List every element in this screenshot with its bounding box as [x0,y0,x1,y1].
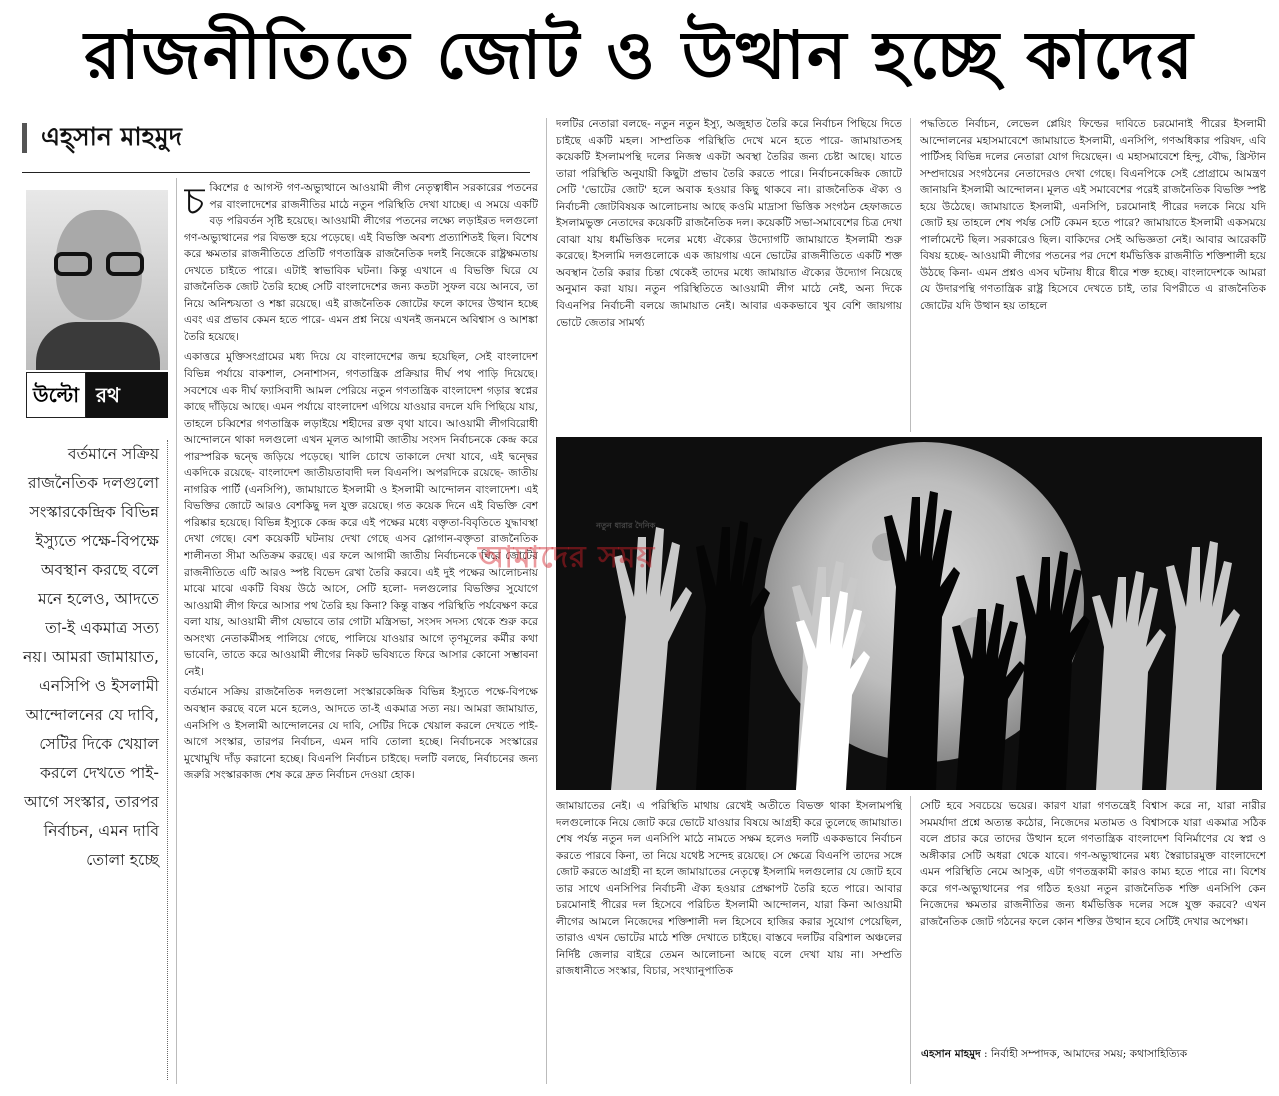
column-tag-part2: রথ [86,372,168,418]
watermark-logo: নতুন ধারার দৈনিক আমাদের সময় [478,521,656,575]
column-tag-part1: উল্টো [26,372,86,418]
paragraph: একাত্তরে মুক্তিসংগ্রামের মধ্য দিয়ে যে বাংলাদেশের জন্ম হয়েছিল, সেই বাংলাদেশ বিভিন্ন পর্যায়ে বাকশাল, সেনাশাসন, গণতান্ত্রিক প্রক্রিয়ার দীর্ঘ পথ পাড়ি দিয়েছে। সবশেষে এক দীর্ঘ ফ্যাসিবাদী আমল পেরিয়ে নতুন গণতান্ত্রিক বাংলাদেশ গড়ার স্বপ্নের কাছে দাঁড়িয়ে আছে। এমন পর্যায়ে বাংলাদেশ এগিয়ে যাওয়ার বদলে যদি পিছিয়ে যায়, তাহলে চব্বিশের গণতান্ত্রিক লড়াইয়ে শহীদের রক্ত বৃথা যাবে। আওয়ামী লীগবিরোধী আন্দোলনে থাকা দলগুলো এখন মূলত আগামী জাতীয় সংসদ নির্বাচনকে কেন্দ্র করে পারস্পরিক দ্বন্দ্বে জড়িয়ে পড়েছে। খালি চোখে তাকালে দেখা যাবে, এই দ্বন্দ্বের একদিকে রয়েছে- বাংলাদেশ জাতীয়তাবাদী দল বিএনপি। অপরদিকে রয়েছে- জাতীয় নাগরিক পার্টি (এনসিপি), জামায়াতে ইসলামী ও ইসলামী আন্দোলন বাংলাদেশ। এই বিভক্তির জোটে আরও বেশকিছু দল যুক্ত রয়েছে। গত কয়েক দিনে এই বিভক্তি বেশ পরিষ্কার হয়েছে। বিভিন্ন ইস্যুকে কেন্দ্র করে এই পক্ষের মধ্যে বক্তৃতা-বিবৃতিতে যুদ্ধাবস্থা দেখা গেছে। বেশ কয়েকটি ঘটনায় দেখা গেছে এসব স্লোগান-বক্তৃতা রাজনৈতিক শালীনতা সীমা অতিক্রম করছে। এর ফলে আগামী জাতীয় নির্বাচনকে ঘিরে জোটের রাজনীতিতে এটি আরও স্পষ্ট বিভেদ রেখা তৈরি করবে। এই দুই পক্ষের আলোচনায় মাঝে মাঝে একটি বিষয় উঠে আসে, সেটি হলো- দলগুলোর বিভক্তির সুযোগে আওয়ামী লীগ ফিরে আসার পথ তৈরি হয় কিনা? কিন্তু বাস্তব পরিস্থিতি পর্যবেক্ষণ করে বলা যায়, আওয়ামী লীগ যেভাবে তার গোটা মন্ত্রিসভা, সংসদ সদস্য থেকে শুরু করে অসংখ্য নেতাকর্মীসহ পালিয়ে গেছে, পালিয়ে যাওয়ার আগে তৃণমূলের কর্মীর কথা ভাবেনি, তাতে করে আওয়ামী লীগের নিকট ভবিষ্যতে ফিরে আসার কোনো সম্ভাবনা নেই। [184,351,538,678]
hands-moon-illustration [556,437,1262,790]
divider [22,172,530,173]
article-column-2-top: দলটির নেতারা বলছে- নতুন নতুন ইস্যু, অজুহাত তৈরি করে নির্বাচন পিছিয়ে দিতে চাইছে একটি মহল। সাম্প্রতিক পরিস্থিতি দেখে মনে হতে পারে- জামায়াতসহ কয়েকটি ইসলামপন্থি দলের নিজস্ব একটা অবস্থা তৈরির জন্য চেষ্টা আছে। যাতে তারা পরিস্থিতি অনুযায়ী কিছুটা প্রভাব তৈরি করতে পারে। নির্বাচনকেন্দ্রিক জোটে সেটি 'ভোটের জোট' হলে অবাক হওয়ার কিছু থাকবে না। রাজনৈতিক ঐক্য ও নির্বাচনী জোটবিষয়ক আলোচনায় আছে কওমি মাদ্রাসা ভিত্তিক সংগঠন হেফাজতে ইসলামভুক্ত নেতাদের কয়েকটি রাজনৈতিক দল। কয়েকটি সভা-সমাবেশের চিত্র দেখা বোঝা যায় ধর্মভিত্তিক দলের মধ্যে ঐক্যের উদ্যোগটি জামায়াতে ইসলামী শুরু করেছে। ইসলামি দলগুলোকে এক জায়গায় এনে ভোটের রাজনীতিতে একটি শক্ত অবস্থান তৈরি করার চিন্তা থেকেই তাদের মধ্যে জামায়াত ঐক্যের উদ্যোগ নিয়েছে অনুমান করা যায়। নতুন পরিস্থিতিতে আওয়ামী লীগ মাঠে নেই, অন্য দিকে বিএনপির নির্বাচনী বলয়ে জামায়াত নেই। আবার এককভাবে খুব বেশি জায়গায় ভোটে জেতার সামর্থ্য [556,118,902,329]
headline: রাজনীতিতে জোট ও উত্থান হচ্ছে কাদের [84,17,1195,94]
author-byline [22,118,182,158]
column-tag [26,372,168,418]
drop-cap: চ [184,180,205,223]
column-divider [546,118,547,1084]
article-column-3-top: পদ্ধতিতে নির্বাচন, লেভেল প্লেয়িং ফিল্ডের দাবিতে চরমোনাই পীরের ইসলামী আন্দোলনের মহাসমাবেশে জামায়াতে ইসলামী, এনসিপি, গণঅধিকার পরিষদ, এবি পার্টিসহ বিভিন্ন দলের নেতারা যোগ দিয়েছেন। এ মহাসমাবেশে হিন্দু, বৌদ্ধ, খ্রিস্টান সম্প্রদায়ের সংগঠনের নেতাদেরও দেখা গেছে। বিএনপিকে সেই প্রোগ্রামে আমন্ত্রণ জানায়নি ইসলামী আন্দোলন। মূলত এই সমাবেশের পরেই রাজনৈতিক বিভক্তি স্পষ্ট হয়ে উঠেছে। জামায়াতে ইসলামী, এনসিপি, চরমোনাই পীরের দলকে নিয়ে যদি জোট হয় তাহলে শেষ পর্যন্ত সেটি কেমন হতে পারে? জামায়াতে ইসলামী একসময়ে পার্লামেন্টে ছিল। সরকারেও ছিল। বাকিদের সেই অভিজ্ঞতা নেই। আবার আরেকটি বিষয় হচ্ছে- আওয়ামী লীগের পতনের পর দেশে ধর্মভিত্তিক রাজনীতি শক্তিশালী হয়ে উঠছে কিনা- এমন প্রশ্নও এসব ঘটনায় ধীরে ধীরে শক্ত হচ্ছে। বাংলাদেশকে আমরা যে উদারপন্থি গণতান্ত্রিক রাষ্ট্র হিসেবে দেখতে চাই, তার বিপরীতে এ রাজনৈতিক জোটের যদি উত্থান হয় তাহলে [920,118,1266,313]
author-name: এহ্সান মাহমুদ [41,121,182,151]
author-note-name: এহসান মাহমুদ [921,1048,981,1060]
column-divider [176,178,177,1084]
article-column-1 [184,180,538,1084]
author-note [921,1046,1266,1062]
pullquote: বর্তমানে সক্রিয় রাজনৈতিক দলগুলো সংস্কারকেন্দ্রিক বিভিন্ন ইস্যুতে পক্ষে-বিপক্ষে অবস্থান করছে বলে মনে হলেও, আদতে তা-ই একমাত্র সত্য নয়। আমরা জামায়াত, এনসিপি ও ইসলামী আন্দোলনের যে দাবি, সেটির দিকে খেয়াল করলে দেখতে পাই- আগে সংস্কার, তারপর নির্বাচন, এমন দাবি তোলা হচ্ছে [18,440,168,1080]
article-column-2-bottom: জামায়াতের নেই। এ পরিস্থিতি মাথায় রেখেই অতীতে বিভক্ত থাকা ইসলামপন্থি দলগুলোকে নিয়ে জোট করে ভোটে যাওয়ার বিষয়ে আগ্রহী করে তুলেছে জামায়াত। শেষ পর্যন্ত নতুন দল এনসিপি মাঠে নামতে সক্ষম হলেও দলটি এককভাবে নির্বাচন করতে পারবে কিনা, তা নিয়ে যথেষ্ট সন্দেহ রয়েছে। সে ক্ষেত্রে বিএনপি তাদের সঙ্গে জোট করতে আগ্রহী না হলে জামায়াতের নেতৃত্বে ইসলামি দলগুলোর যে জোট হবে তার সাথে এনসিপির নির্বাচনী ঐক্য হওয়ার প্রেক্ষাপট তৈরি হতে পারে। আবার চরমোনাই পীরের দল হিসেবে পরিচিত ইসলামী আন্দোলন, যারা কিনা আওয়ামী লীগের আমলে নিজেদের শক্তিশালী দল হিসেবে হাজির করার সুযোগ পেয়েছিল, তারাও এখন ভোটের মাঠে শক্তি দেখাতে চাইছে। বাস্তবে দলটির বরিশাল অঞ্চলের নির্দিষ্ট জেলার বাইরে তেমন আলোচনা আছে বলে দেখা যায় না। সম্প্রতি রাজধানীতে সংস্কার, বিচার, সংখ্যানুপাতিক [556,800,902,978]
article-column-3-bottom: সেটি হবে সবচেয়ে ভয়ের। কারণ যারা গণতন্ত্রেই বিশ্বাস করে না, যারা নারীর সমমর্যাদা প্রশ্নে অত্যন্ত কঠোর, নিজেদের মতামত ও বিশ্বাসকে যারা একমাত্র সঠিক বলে প্রচার করে তাদের উত্থান হলে গণতান্ত্রিক বাংলাদেশ বিনির্মাণের যে স্বপ্ন ও অঙ্গীকার সেটি অধরা থেকে যাবে। গণ-অভ্যুত্থানের মধ্য স্বৈরাচারমুক্ত বাংলাদেশে এমন পরিস্থিতি নেমে আসুক, এটা গণতন্ত্রকামী কারও কাম্য হতে পারে না। বিশেষ করে গণ-অভ্যুত্থানের পর গঠিত হওয়া নতুন রাজনৈতিক শক্তি এনসিপি কেন নিজেদের ক্ষমতার রাজনীতির জন্য ধর্মভিত্তিক দলের সঙ্গে যুক্ত করবে? এখন রাজনৈতিক জোট গঠনের ফলে কোন শক্তির উত্থান হবে সেটিই দেখার অপেক্ষা। [920,800,1266,928]
column-divider [910,118,911,432]
illustration-svg [556,437,1262,790]
author-note-desc: নির্বাহী সম্পাদক, আমাদের সময়; কথাসাহিত্যিক [991,1048,1188,1060]
column-divider [910,796,911,1084]
paragraph: বর্তমানে সক্রিয় রাজনৈতিক দলগুলো সংস্কারকেন্দ্রিক বিভিন্ন ইস্যুতে পক্ষে-বিপক্ষে অবস্থান করছে বলে মনে হলেও, আদতে তা-ই একমাত্র সত্য নয়। আমরা জামায়াত, এনসিপি ও ইসলামী আন্দোলনের যে দাবি, সেটির দিকে খেয়াল করলে দেখতে পাই- আগে সংস্কার, তারপর নির্বাচন, এমন দাবি তোলা হচ্ছে। নির্বাচনকে সংস্কারের মুখোমুখি দাঁড় করানো হচ্ছে। বিএনপি নির্বাচন চাইছে। দলটি বলছে, নির্বাচনের জন্য জরুরি সংস্কারকাজ শেষ করে দ্রুত নির্বাচন দেওয়া হোক। [184,686,538,782]
byline-bar [22,123,27,153]
author-note-separator: : [980,1048,991,1060]
paragraph: চব্বিশের ৫ আগস্ট গণ-অভ্যুত্থানে আওয়ামী লীগ নেতৃত্বাধীন সরকারের পতনের পর বাংলাদেশের রাজনীতির মাঠে নতুন পরিস্থিতি দেখা যাচ্ছে। এ সময়ে একটি বড় পরিবর্তন সৃষ্টি হয়েছে। আওয়ামী লীগের পতনের লক্ষ্যে লড়াইরত দলগুলো গণ-অভ্যুত্থানের পর বিভক্ত হয়ে পড়েছে। এই বিভক্তি অবশ্য প্রত্যাশিতই ছিল। বিশেষ করে ক্ষমতার রাজনীতিতে প্রতিটি গণতান্ত্রিক রাজনৈতিক দলই নিজেকে রাষ্ট্রক্ষমতায় দেখতে চাইতে পারে। এটাই স্বাভাবিক ঘটনা। কিন্তু এখানে এ বিভক্তি ঘিরে যে রাজনৈতিক জোট তৈরি হচ্ছে সেটি বাংলাদেশের জন্য কতটা সুফল বয়ে আনবে, তা নিয়ে অনিশ্চয়তা ও শঙ্কা রয়েছে। এই রাজনৈতিক জোটের ফলে কাদের উত্থান হচ্ছে এবং এর প্রভাব কেমন হতে পারে- এমন প্রশ্ন নিয়ে এখনই জনমনে অবিশ্বাস ও আশঙ্কা তৈরি হয়েছে। [184,180,538,343]
author-photo [26,190,168,370]
